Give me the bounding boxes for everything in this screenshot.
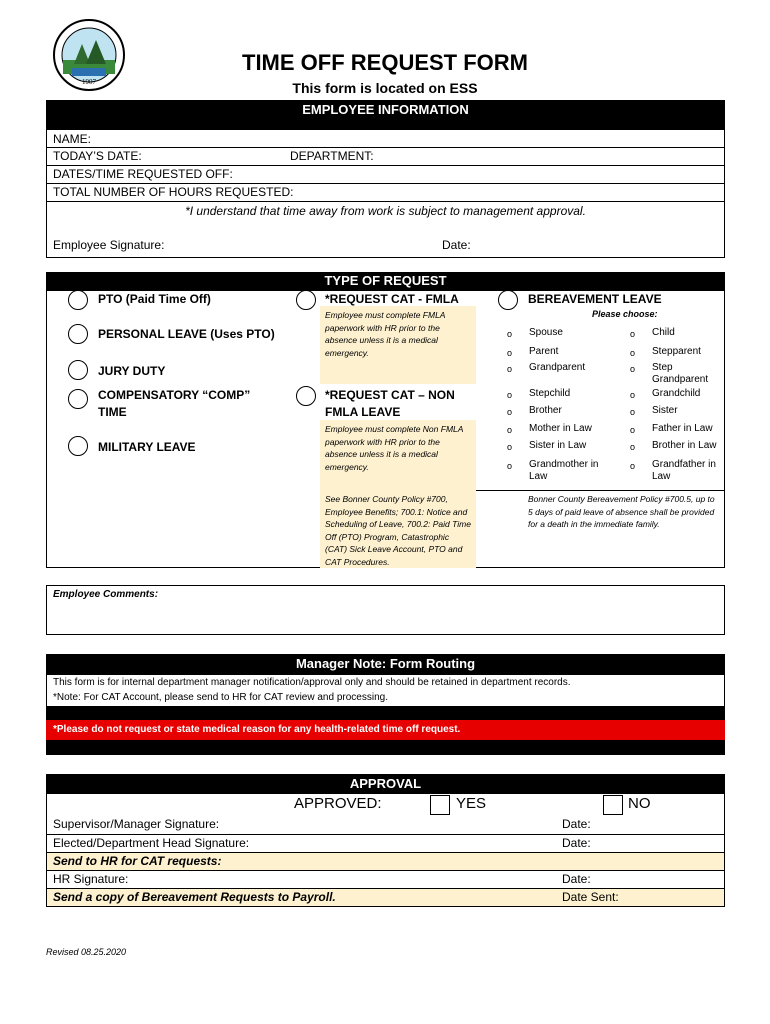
employee-comments-label: Employee Comments: — [53, 589, 159, 600]
dates-requested-label[interactable]: DATES/TIME REQUESTED OFF: — [53, 167, 233, 181]
relation-bullet: o — [507, 348, 513, 358]
relation-option-left: Spouse — [529, 327, 563, 338]
hr-date-label[interactable]: Date: — [562, 872, 591, 886]
personal-leave-radio[interactable] — [68, 324, 88, 344]
todays-date-label[interactable]: TODAY’S DATE: — [53, 149, 142, 163]
page-title: TIME OFF REQUEST FORM — [242, 50, 528, 75]
employee-date-label[interactable]: Date: — [442, 238, 471, 252]
page-subtitle: This form is located on ESS — [292, 80, 478, 96]
relation-option-left: Stepchild — [529, 388, 571, 399]
relation-bullet: o — [630, 390, 636, 400]
relation-option-right: Brother in Law — [652, 440, 717, 451]
name-label[interactable]: NAME: — [53, 132, 92, 146]
send-hr-label: Send to HR for CAT requests: — [53, 854, 222, 868]
relation-bullet: o — [507, 442, 513, 452]
relation-bullet: o — [507, 329, 513, 339]
supervisor-signature-label[interactable]: Supervisor/Manager Signature: — [53, 817, 220, 831]
relation-bullet: o — [630, 442, 636, 452]
relation-option-right: Step Grandparent — [652, 362, 709, 385]
comp-time-label: COMPENSATORY “COMP” TIME — [98, 388, 251, 419]
relation-bullet: o — [507, 364, 513, 374]
relation-bullet: o — [630, 425, 636, 435]
cat-non-fmla-label: *REQUEST CAT – NON FMLA LEAVE — [325, 388, 455, 419]
hr-signature-label[interactable]: HR Signature: — [53, 872, 129, 886]
military-leave-radio[interactable] — [68, 436, 88, 456]
pto-radio[interactable] — [68, 290, 88, 310]
approved-label: APPROVED: — [294, 795, 382, 812]
policy-note: See Bonner County Policy #700, Employee Benefits; 700.1: Notice and Scheduling of Leave, 700.2: Paid Time Off (PTO) Program, Catastrophic (CAT) Sick Leave Account, PTO and CAT Procedures. — [325, 494, 471, 567]
approved-no-checkbox[interactable] — [603, 795, 623, 815]
cat-non-fmla-radio[interactable] — [296, 386, 316, 406]
military-leave-label: MILITARY LEAVE — [98, 440, 196, 454]
revised-date: Revised 08.25.2020 — [46, 947, 127, 957]
employee-signature-label[interactable]: Employee Signature: — [53, 238, 165, 252]
jury-duty-radio[interactable] — [68, 360, 88, 380]
relation-bullet: o — [630, 364, 636, 374]
pto-label: PTO (Paid Time Off) — [98, 292, 211, 306]
manager-note-bar: Manager Note: Form Routing — [46, 654, 725, 674]
relation-option-left: Parent — [529, 346, 559, 357]
relation-option-left: Mother in Law — [529, 423, 592, 434]
type-of-request-bar: TYPE OF REQUEST — [46, 272, 725, 290]
cat-fmla-radio[interactable] — [296, 290, 316, 310]
manager-note-black-strip-top — [46, 706, 725, 720]
relation-bullet: o — [507, 390, 513, 400]
relation-option-left: Sister in Law — [529, 440, 587, 451]
supervisor-date-label[interactable]: Date: — [562, 817, 591, 831]
relation-bullet: o — [630, 348, 636, 358]
seal-year: 1907 — [82, 78, 96, 86]
cat-fmla-note: Employee must complete FMLA paperwork with HR prior to the absence unless it is a medical emergency. — [325, 310, 446, 358]
relation-bullet: o — [507, 425, 513, 435]
approved-yes-label: YES — [456, 795, 487, 812]
acknowledgement-text: *I understand that time away from work is subject to management approval. — [185, 204, 586, 218]
relation-option-right: Child — [652, 327, 675, 338]
please-choose-label: Please choose: — [592, 309, 658, 319]
cat-fmla-label: *REQUEST CAT - FMLA — [325, 292, 459, 306]
relation-bullet: o — [507, 461, 513, 471]
elected-signature-label[interactable]: Elected/Department Head Signature: — [53, 836, 250, 850]
approved-no-label: NO — [628, 795, 651, 812]
date-sent-label[interactable]: Date Sent: — [562, 890, 619, 904]
medical-reason-warning: *Please do not request or state medical reason for any health-related time off request. — [53, 724, 461, 735]
manager-note-line1: This form is for internal department manager notification/approval only and should be retained in department records. — [53, 677, 571, 688]
relation-bullet: o — [630, 407, 636, 417]
hours-requested-label[interactable]: TOTAL NUMBER OF HOURS REQUESTED: — [53, 185, 294, 199]
relation-option-left: Grandmother in Law — [529, 459, 599, 482]
bereavement-label: BEREAVEMENT LEAVE — [528, 292, 662, 306]
manager-note-black-strip-bottom — [46, 740, 725, 755]
approved-yes-checkbox[interactable] — [430, 795, 450, 815]
relation-option-right: Grandfather in Law — [652, 459, 716, 482]
personal-leave-label: PERSONAL LEAVE (Uses PTO) — [98, 327, 275, 341]
relation-bullet: o — [630, 329, 636, 339]
relation-option-left: Grandparent — [529, 362, 586, 373]
relation-bullet: o — [630, 461, 636, 471]
relation-option-right: Grandchild — [652, 388, 701, 399]
bereavement-policy: Bonner County Bereavement Policy #700.5, up to 5 days of paid leave of absence shall be provided for a death in the immediate family. — [528, 494, 715, 529]
department-label[interactable]: DEPARTMENT: — [290, 149, 374, 163]
bereavement-radio[interactable] — [498, 290, 518, 310]
relation-option-right: Sister — [652, 405, 678, 416]
relation-option-right: Stepparent — [652, 346, 701, 357]
elected-date-label[interactable]: Date: — [562, 836, 591, 850]
approval-bar: APPROVAL — [46, 774, 725, 793]
relation-bullet: o — [507, 407, 513, 417]
jury-duty-label: JURY DUTY — [98, 364, 166, 378]
relation-option-right: Father in Law — [652, 423, 713, 434]
manager-note-line2: *Note: For CAT Account, please send to HR for CAT review and processing. — [53, 692, 388, 703]
relation-option-left: Brother — [529, 405, 562, 416]
send-payroll-label: Send a copy of Bereavement Requests to Payroll. — [53, 890, 336, 904]
employee-info-bar: EMPLOYEE INFORMATION — [46, 100, 725, 129]
cat-non-fmla-note: Employee must complete Non FMLA paperwork with HR prior to the absence unless it is a medical emergency. — [325, 424, 464, 472]
comp-time-radio[interactable] — [68, 389, 88, 409]
